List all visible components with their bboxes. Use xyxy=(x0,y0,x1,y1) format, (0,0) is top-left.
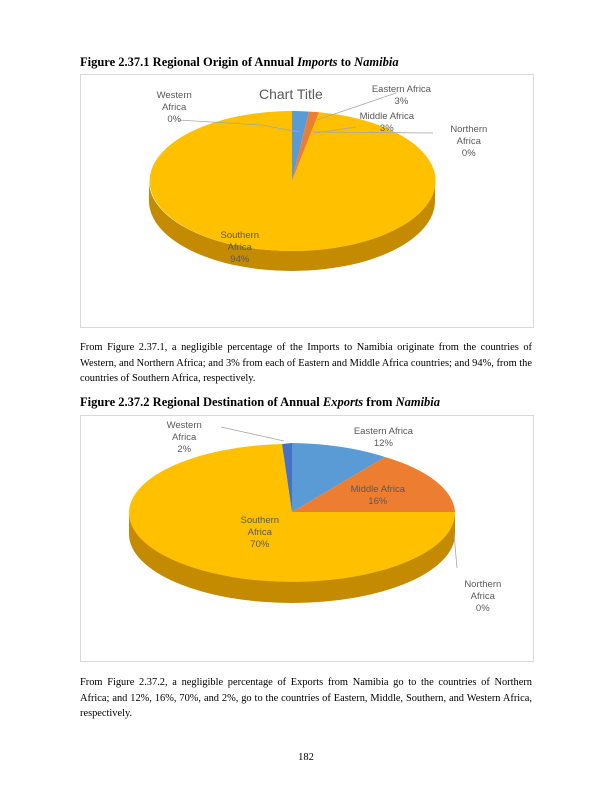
data-label-eastern-africa: Eastern Africa 12% xyxy=(353,426,413,449)
data-label-northern-africa: Northern Africa 0% xyxy=(450,124,488,159)
paragraph-2: From Figure 2.37.2, a negligible percentage of Exports from Namibia go to the countries of Northern Africa; and 12%, 16%, 70%, and 2%, go to the countries of Eastern, Middle, Southern, and Western Africa, respectively. xyxy=(80,677,532,719)
figure-1-title: Figure 2.37.1 Regional Origin of Annual Imports to Namibia xyxy=(80,55,399,69)
data-label-northern-africa: Northern Africa 0% xyxy=(464,579,502,614)
data-label-western-africa: Western Africa 2% xyxy=(166,420,202,455)
chart-title: Chart Title xyxy=(259,86,323,102)
data-label-southern-africa: Southern Africa 94% xyxy=(220,230,260,265)
paragraph-1: From Figure 2.37.1, a negligible percentage of the Imports to Namibia originate from the countries of Western, and Northern Africa; and 3% from each of Eastern and Middle Africa countries; and 94%, from the countries of Southern Africa, respectively. xyxy=(80,342,532,384)
data-label-western-africa: Western Africa 0% xyxy=(156,90,192,125)
data-label-middle-africa: Middle Africa 3% xyxy=(359,111,414,134)
data-label-southern-africa: Southern Africa 70% xyxy=(240,515,280,550)
figure-1-chart xyxy=(80,74,534,328)
figure-2-title: Figure 2.37.2 Regional Destination of Annual Exports from Namibia xyxy=(80,395,441,409)
figure-2-chart xyxy=(80,415,534,662)
exports-pie-chart xyxy=(81,416,533,661)
data-label-eastern-africa: Eastern Africa 3% xyxy=(371,84,431,107)
page-number: 182 xyxy=(298,752,314,763)
imports-pie-chart xyxy=(81,75,533,327)
data-label-middle-africa: Middle Africa 16% xyxy=(350,484,405,507)
